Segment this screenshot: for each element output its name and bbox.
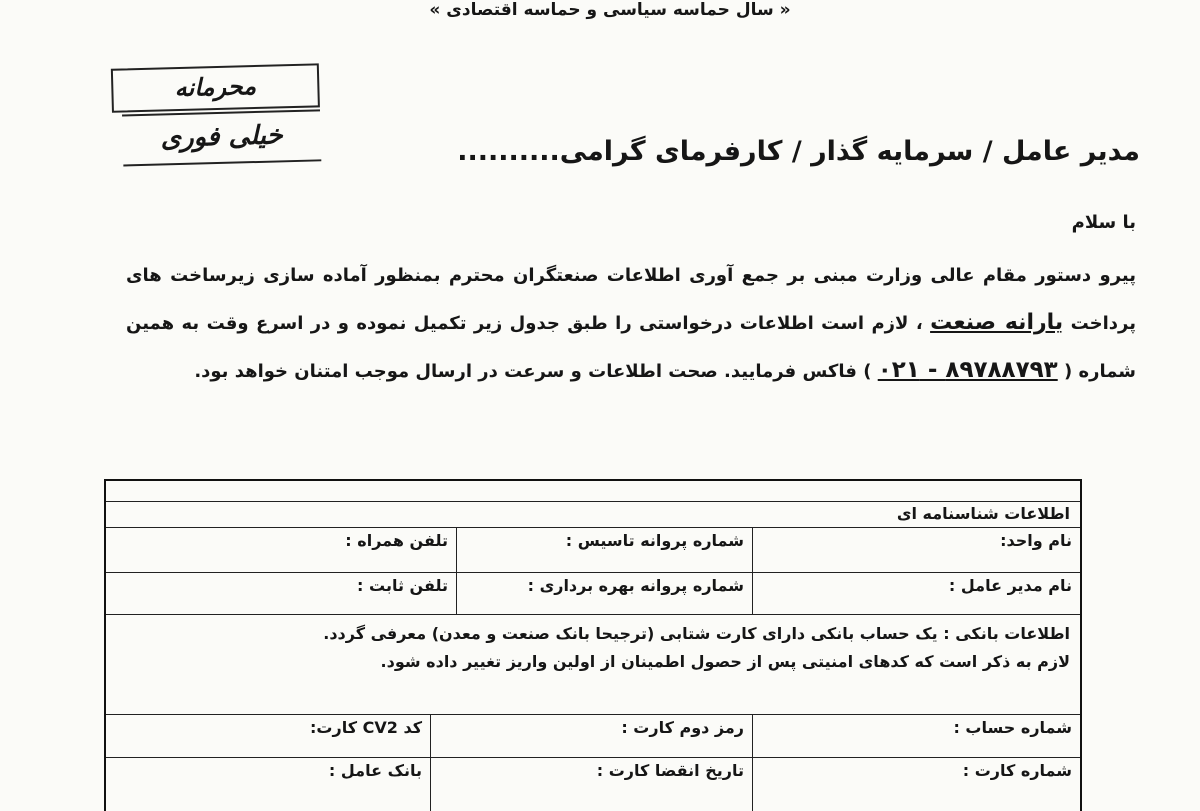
section-title: اطلاعات شناسنامه ای — [896, 504, 1070, 523]
establishment-license-field[interactable] — [456, 527, 752, 572]
second-pin-label: رمز دوم کارت : — [621, 718, 744, 737]
letter-body-part-2: ، لازم است اطلاعات درخواستی را طبق جدول زیر تکمیل نموده و در اسرع وقت به همین شماره ( — [126, 313, 1136, 382]
cvv2-field[interactable] — [106, 714, 430, 757]
mobile-phone-label: تلفن همراه : — [345, 531, 448, 550]
ceo-name-field[interactable] — [752, 572, 1080, 614]
expiry-label: تاریخ انقضا کارت : — [596, 761, 744, 780]
bank-info-line-1: اطلاعات بانکی : یک حساب بانکی دارای کارت شتابی (ترجیحا بانک صنعت و معدن) معرفی گردد. — [323, 624, 1070, 643]
table-row — [106, 527, 1080, 573]
table-row — [106, 572, 1080, 615]
confidential-label: محرمانه — [174, 71, 257, 103]
bank-information-note — [106, 614, 1080, 714]
fax-number: ۸۹۷۸۸۷۹۳ - ۰۲۱ — [877, 357, 1058, 383]
branch-label: بانک عامل : — [328, 761, 422, 780]
unit-name-field[interactable] — [752, 527, 1080, 572]
letter-addressee: مدیر عامل / سرمایه گذار / کارفرمای گرامی.......... — [457, 136, 1140, 167]
card-number-field[interactable] — [752, 757, 1080, 811]
table-row — [106, 614, 1080, 715]
cvv2-label: کد CV2 کارت: — [310, 718, 422, 737]
table-row — [106, 757, 1080, 811]
bank-info-line-2: لازم به ذکر است که کدهای امنیتی پس از حصول اطمینان از اولین واریز تغییر داده شود. — [380, 652, 1070, 671]
unit-name-label: نام واحد: — [1000, 531, 1072, 550]
second-pin-field[interactable] — [430, 714, 752, 757]
landline-field[interactable] — [106, 572, 456, 614]
confidential-stamp-box — [111, 63, 320, 112]
table-top-spacer-row — [106, 481, 1080, 502]
letter-body-part-3: ) فاکس فرمایید. صحت اطلاعات و سرعت در ارسال موجب امتنان خواهد بود. — [194, 361, 878, 382]
subsidy-term: یارانه صنعت — [930, 310, 1064, 335]
landline-label: تلفن ثابت : — [357, 576, 448, 595]
account-number-label: شماره حساب : — [953, 718, 1072, 737]
urgent-stamp-box — [122, 109, 321, 166]
branch-field[interactable] — [106, 757, 430, 811]
urgent-label: خیلی فوری — [160, 120, 284, 154]
mobile-phone-field[interactable] — [106, 527, 456, 572]
identity-information-form — [104, 479, 1082, 811]
letter-greeting: با سلام — [1071, 212, 1136, 233]
national-year-motto: « سال حماسه سیاسی و حماسه اقتصادی » — [429, 0, 791, 20]
card-number-label: شماره کارت : — [962, 761, 1072, 780]
ceo-name-label: نام مدیر عامل : — [948, 576, 1072, 595]
account-number-field[interactable] — [752, 714, 1080, 757]
letter-body-part-1: پیرو دستور مقام عالی وزارت مبنی بر جمع آوری اطلاعات صنعتگران محترم بمنظور آماده سازی زیرساخت های پرداخت — [126, 265, 1136, 334]
expiry-field[interactable] — [430, 757, 752, 811]
table-row — [106, 501, 1080, 528]
confidential-stamp — [107, 57, 330, 167]
letter-body — [126, 252, 1136, 395]
establishment-license-label: شماره پروانه تاسیس : — [565, 531, 744, 550]
operation-license-label: شماره پروانه بهره برداری : — [527, 576, 744, 595]
table-row — [106, 714, 1080, 758]
operation-license-field[interactable] — [456, 572, 752, 614]
